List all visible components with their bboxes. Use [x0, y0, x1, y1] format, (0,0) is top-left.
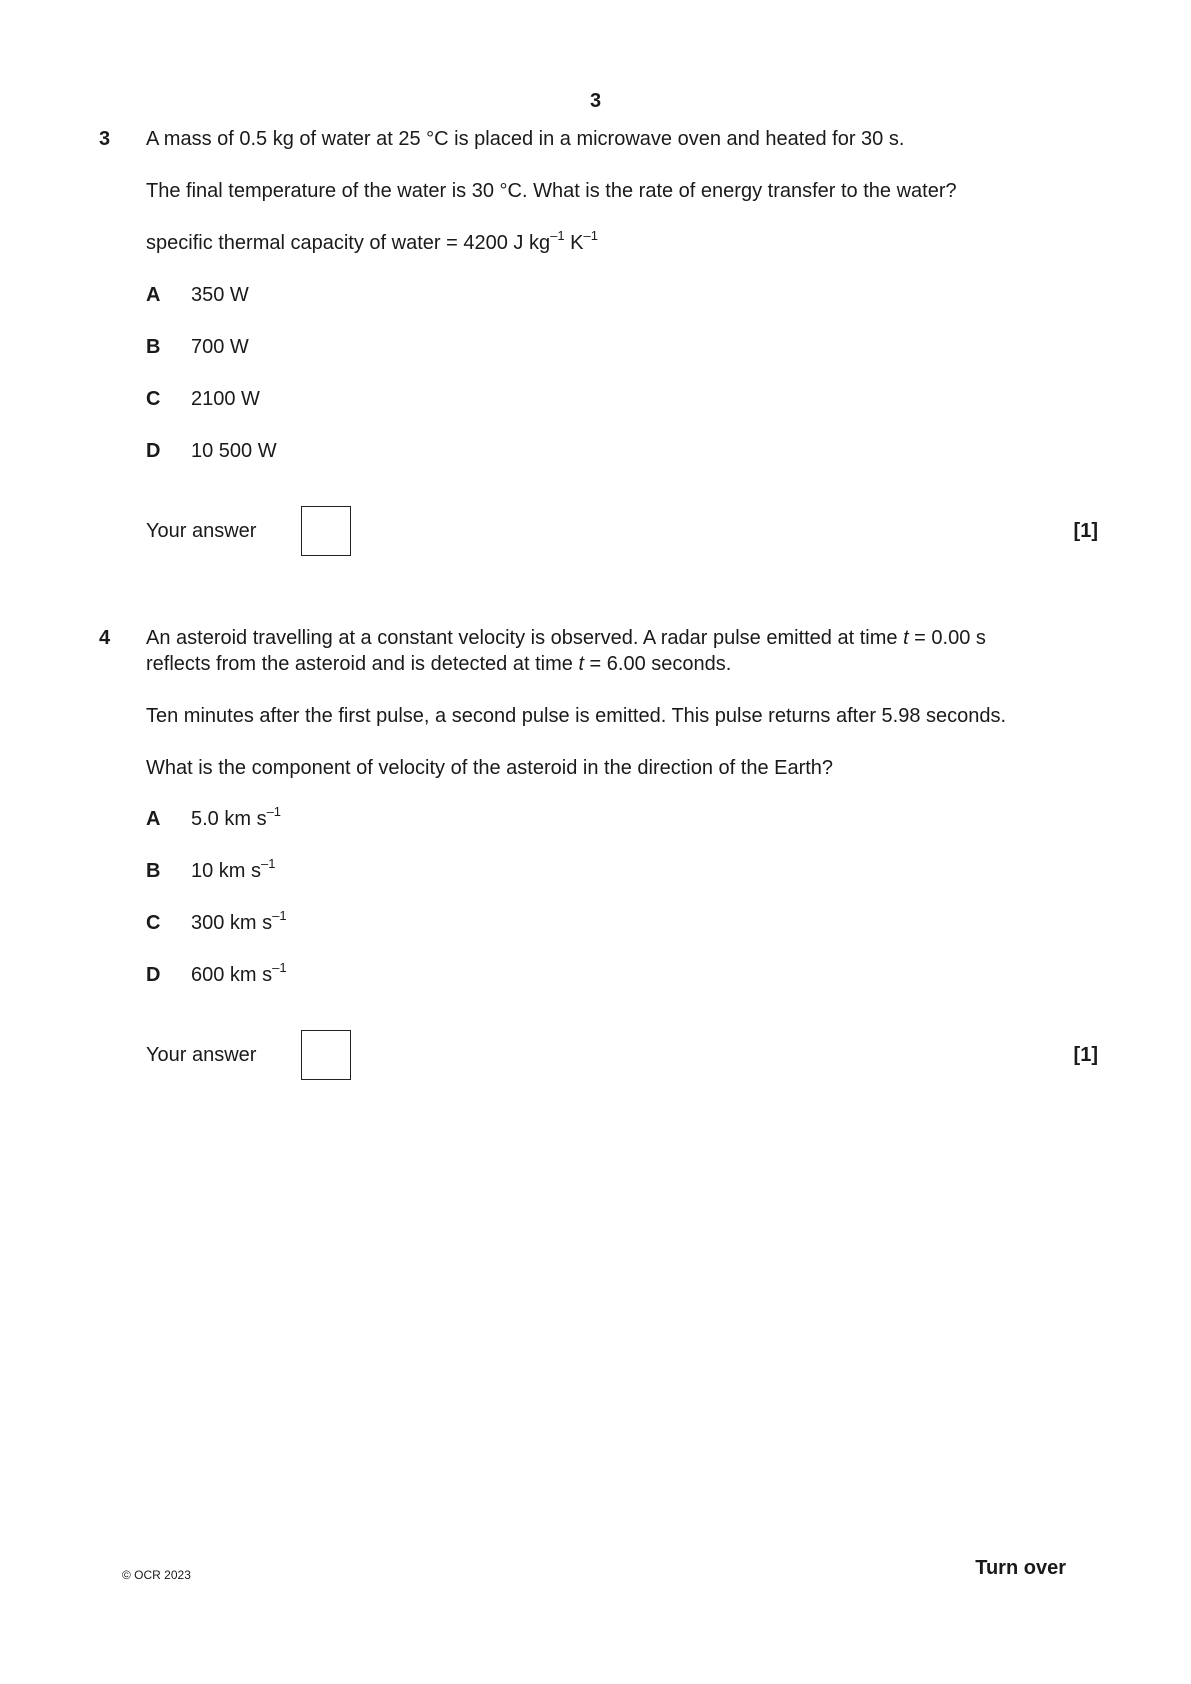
page-number: 3	[589, 90, 602, 112]
turn-over-label: Turn over	[975, 1557, 1066, 1579]
option-text: 300 km s	[191, 912, 273, 934]
option-value: 2100 W	[191, 388, 260, 410]
marks: [1]	[1073, 520, 1098, 542]
option-letter: C	[146, 388, 161, 410]
option-letter: A	[146, 284, 161, 306]
question-text: What is the component of velocity of the asteroid in the direction of the Earth?	[146, 757, 834, 779]
question-number: 3	[99, 128, 111, 150]
option-text: 600 km s	[191, 964, 273, 986]
question-text: The final temperature of the water is 30 °C. What is the rate of energy transfer to the water?	[146, 180, 957, 202]
exponent: –1	[583, 228, 598, 244]
option-value: 350 W	[191, 284, 249, 306]
option-letter: B	[146, 860, 161, 882]
option-value: 10 500 W	[191, 440, 277, 462]
exponent: –1	[266, 804, 282, 820]
option-value	[191, 804, 282, 831]
option-letter: D	[146, 440, 161, 462]
answer-label: Your answer	[146, 520, 257, 542]
constant-unit: K	[564, 232, 584, 254]
answer-label: Your answer	[146, 1044, 257, 1066]
option-value	[191, 960, 287, 987]
question-text: Ten minutes after the first pulse, a second pulse is emitted. This pulse returns after 5.98 seconds.	[146, 705, 1007, 727]
variable: t	[903, 627, 909, 649]
text-run: reflects from the asteroid and is detected at time	[146, 653, 579, 675]
constant-text	[146, 230, 598, 256]
text-run: An asteroid travelling at a constant velocity is observed. A radar pulse emitted at time	[146, 627, 904, 649]
option-letter: D	[146, 964, 161, 986]
constant-prefix: specific thermal capacity of water = 4200 J kg	[146, 232, 551, 254]
option-letter: B	[146, 336, 161, 358]
question-number: 4	[99, 627, 111, 649]
text-run: = 0.00 s	[908, 627, 986, 649]
question-text	[146, 651, 731, 677]
text-run: = 6.00 seconds.	[584, 653, 732, 675]
option-letter: C	[146, 912, 161, 934]
variable: t	[578, 653, 584, 675]
option-letter: A	[146, 808, 161, 830]
exponent: –1	[550, 228, 565, 244]
exponent: –1	[261, 856, 276, 872]
option-value	[191, 908, 287, 935]
marks: [1]	[1073, 1044, 1098, 1066]
answer-box[interactable]	[301, 506, 351, 556]
option-value: 700 W	[191, 336, 249, 358]
option-value	[191, 856, 276, 883]
exponent: –1	[272, 908, 287, 924]
option-text: 5.0 km s	[191, 808, 267, 830]
exponent: –1	[272, 960, 287, 976]
answer-box[interactable]	[301, 1030, 351, 1080]
copyright: © OCR 2023	[122, 1568, 191, 1582]
question-text	[146, 625, 986, 651]
option-text: 10 km s	[191, 860, 262, 882]
question-text: A mass of 0.5 kg of water at 25 °C is placed in a microwave oven and heated for 30 s.	[146, 128, 905, 150]
